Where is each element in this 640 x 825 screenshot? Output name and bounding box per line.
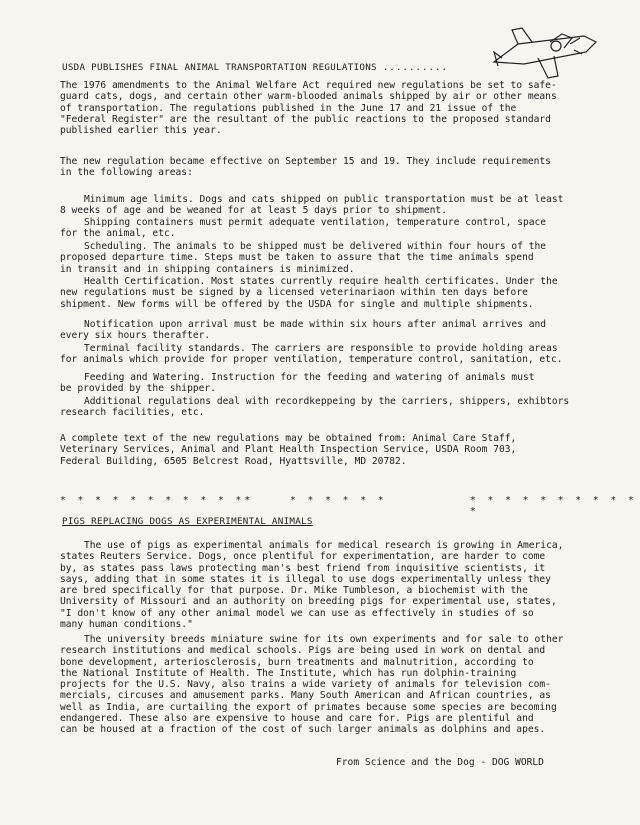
separator-right: * * * * * * * * * * * <box>470 495 637 517</box>
article1-heading <box>62 62 448 73</box>
article1-intro: The 1976 amendments to the Animal Welfare Act required new regulations be set to safe- guard cats, dogs, and certain other warm-blooded animals shipped by air or other means of transportation. The regulations published in the June 17 and 21 issue of the "Federal Register" are the resultant of the public reactions to the proposed standard published earlier this year. <box>60 80 557 137</box>
area-scheduling: Scheduling. The animals to be shipped must be delivered within four hours of the proposed departure time. Steps must be taken to assure that the time animals spend in transit and in shipping containers is minimized. <box>60 241 547 275</box>
area-additional-regulations: Additional regulations deal with recordkeppeing by the carriers, shippers, exhibtors research facilities, etc. <box>60 396 570 419</box>
separator-middle: * * * * * * <box>290 495 387 506</box>
article2-credit: From Science and the Dog - DOG WORLD <box>336 757 544 768</box>
area-minimum-age: Minimum age limits. Dogs and cats shipped on public transportation must be at least 8 weeks of age and be weaned for at least 5 days prior to shipment. <box>60 194 564 217</box>
article1-effective: The new regulation became effective on September 15 and 19. They include requirements in the following areas: <box>60 156 551 179</box>
separator-left: * * * * * * * * * * ** <box>60 495 254 506</box>
area-feeding-watering: Feeding and Watering. Instruction for the feeding and watering of animals must be provided by the shipper. <box>60 372 535 395</box>
article1-heading-text: USDA PUBLISHES FINAL ANIMAL TRANSPORTATION REGULATIONS <box>62 62 377 73</box>
article2-heading: PIGS REPLACING DOGS AS EXPERIMENTAL ANIMALS <box>62 516 313 527</box>
article2-para1: The use of pigs as experimental animals for medical research is growing in America, states Reuters Service. Dogs, once plentiful for experimentation, are harder to come by, as states pass laws protecting man's best friend from inquisitive scientists, it says, adding that in some states it is illegal to use dogs experimentally unless they are bred specifically for that purpose. Dr. Mike Tumbleson, a biochemist with the University of Missouri and an authority on breeding pigs for experimental use, states, "I don't know of any other animal model we can use as effectively in studies of so many human conditions." <box>60 540 564 631</box>
area-terminal-facility: Terminal facility standards. The carriers are responsible to provide holding areas for animals which provide for proper ventilation, temperature control, sanitation, etc. <box>60 343 563 366</box>
heading-dots: .......... <box>382 62 449 73</box>
area-health-certification: Health Certification. Most states currently require health certificates. Under the new regulations must be signed by a licensed veterinariaon within ten days before shipment. New forms will be offered by the USDA for single and multiple shipments. <box>60 276 558 310</box>
article2-para2: The university breeds miniature swine for its own experiments and for sale to other research institutions and medical schools. Pigs are being used in work on dental and bone development, arteriosclerosis, burn treatments and malnutrition, according to the National Institute of Health. The Institute, which has run dolphin-training projects for the U.S. Navy, also trains a wide variety of animals for television com- mercials, circuses and amusement parks. Many South American and African countries, as well as India, are curtailing the export of primates because some species are becoming endangered. These also are expensive to house and care for. Pigs are plentiful and can be housed at a fraction of the cost of such larger animals as dolphins and apes. <box>60 634 564 736</box>
airplane-illustration <box>488 22 604 86</box>
area-shipping-containers: Shipping containers must permit adequate ventilation, temperature control, space for the animal, etc. <box>60 217 547 240</box>
area-notification: Notification upon arrival must be made within six hours after animal arrives and every six hours therafter. <box>60 319 547 342</box>
article1-contact: A complete text of the new regulations may be obtained from: Animal Care Staff, Veterinary Services, Animal and Plant Health Inspection Service, USDA Room 703, Federal Building, 6505 Belcrest Road, Hyattsville, MD 20782. <box>60 433 517 467</box>
